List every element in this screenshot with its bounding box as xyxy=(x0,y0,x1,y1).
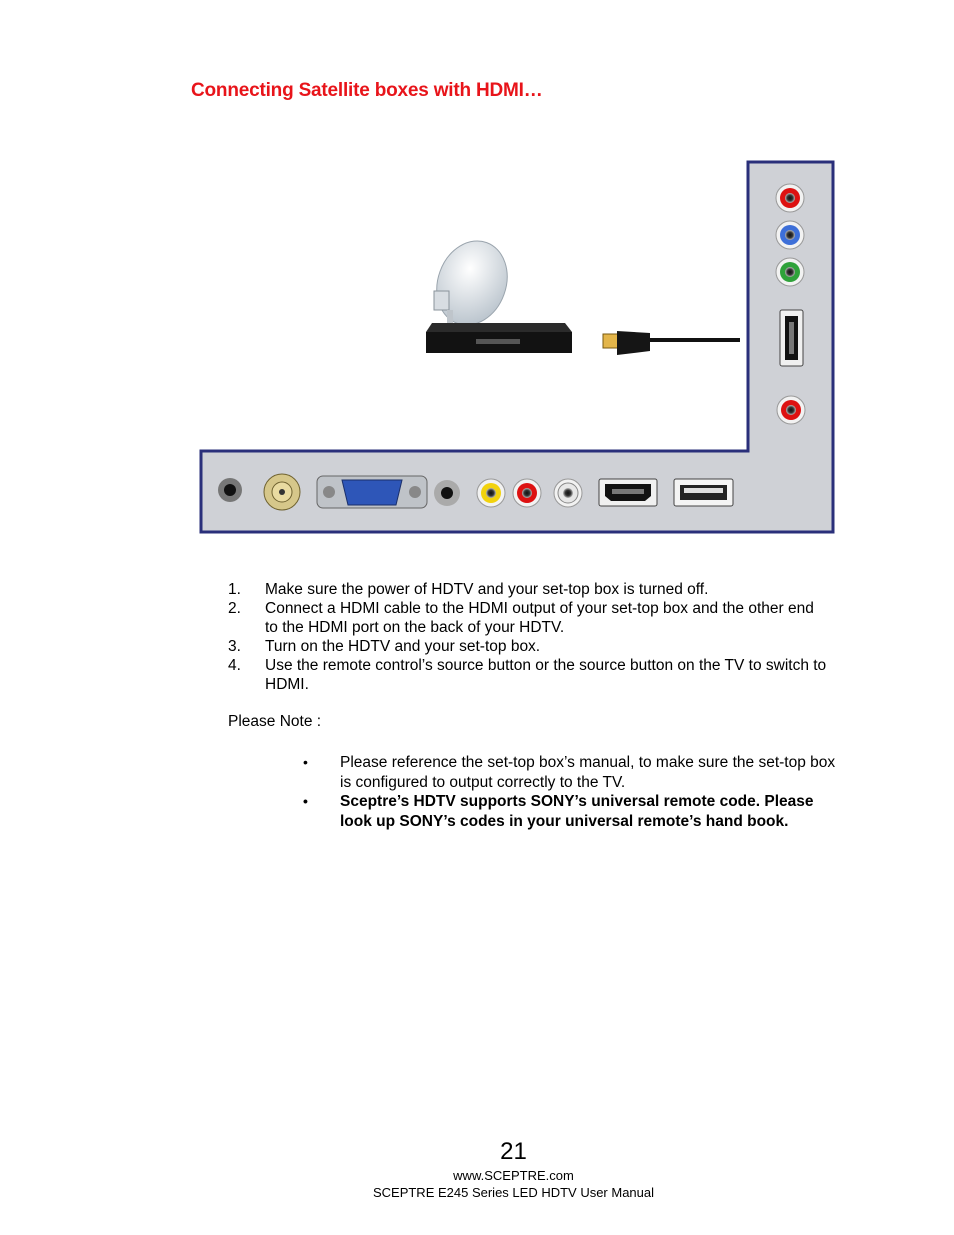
rca-red-port-bottom xyxy=(513,479,541,507)
satellite-dish-icon xyxy=(425,231,518,335)
list-item xyxy=(228,656,828,694)
footer-manual-title: SCEPTRE E245 Series LED HDTV User Manual xyxy=(372,1185,655,1200)
rca-blue-port-right xyxy=(776,221,804,249)
rca-white-port xyxy=(554,479,582,507)
note-text: Sceptre’s HDTV supports SONY’s universal remote code. Please look up SONY’s codes in your universal remote’s hand book. xyxy=(340,793,814,830)
step-text: Connect a HDMI cable to the HDMI output of your set-top box and the other end to the HDMI port on the back of your HDTV. xyxy=(265,600,814,636)
connection-diagram xyxy=(0,0,954,560)
step-text: Turn on the HDTV and your set-top box. xyxy=(265,638,541,655)
audio-jack-port xyxy=(218,478,242,502)
list-item xyxy=(228,637,828,656)
step-text: Make sure the power of HDTV and your set-top box is turned off. xyxy=(265,581,709,598)
page-number: 21 xyxy=(500,1138,527,1165)
hdmi-cable-icon xyxy=(603,331,740,355)
note-bullets xyxy=(303,753,843,831)
instruction-steps xyxy=(228,580,828,694)
footer-website: www.SCEPTRE.com xyxy=(453,1168,574,1183)
step-number: 2. xyxy=(228,600,241,617)
audio-jack-port-2 xyxy=(434,480,460,506)
rca-green-port-right xyxy=(776,258,804,286)
hdmi-port-right xyxy=(780,310,803,366)
note-text: Please reference the set-top box’s manual, to make sure the set-top box is configured to output correctly to the TV. xyxy=(340,754,836,791)
step-number: 1. xyxy=(228,581,241,598)
usb-port xyxy=(674,479,733,506)
step-number: 4. xyxy=(228,657,241,674)
set-top-box-icon xyxy=(426,323,572,353)
list-item xyxy=(228,599,828,637)
vga-port xyxy=(317,476,427,508)
rca-yellow-port xyxy=(477,479,505,507)
list-item xyxy=(303,792,843,831)
rca-red-port-right xyxy=(776,184,804,212)
note-label: Please Note : xyxy=(228,713,322,730)
hdmi-port-bottom xyxy=(599,479,657,506)
step-number: 3. xyxy=(228,638,241,655)
coax-port xyxy=(264,474,300,510)
rca-red-audio-port-right xyxy=(777,396,805,424)
bullet-icon: • xyxy=(303,754,308,770)
step-text: Use the remote control’s source button or the source button on the TV to switch to HDMI. xyxy=(265,657,827,693)
section-heading: Connecting Satellite boxes with HDMI… xyxy=(191,80,543,101)
list-item xyxy=(303,753,843,792)
list-item xyxy=(228,580,828,599)
bullet-icon: • xyxy=(303,793,308,809)
